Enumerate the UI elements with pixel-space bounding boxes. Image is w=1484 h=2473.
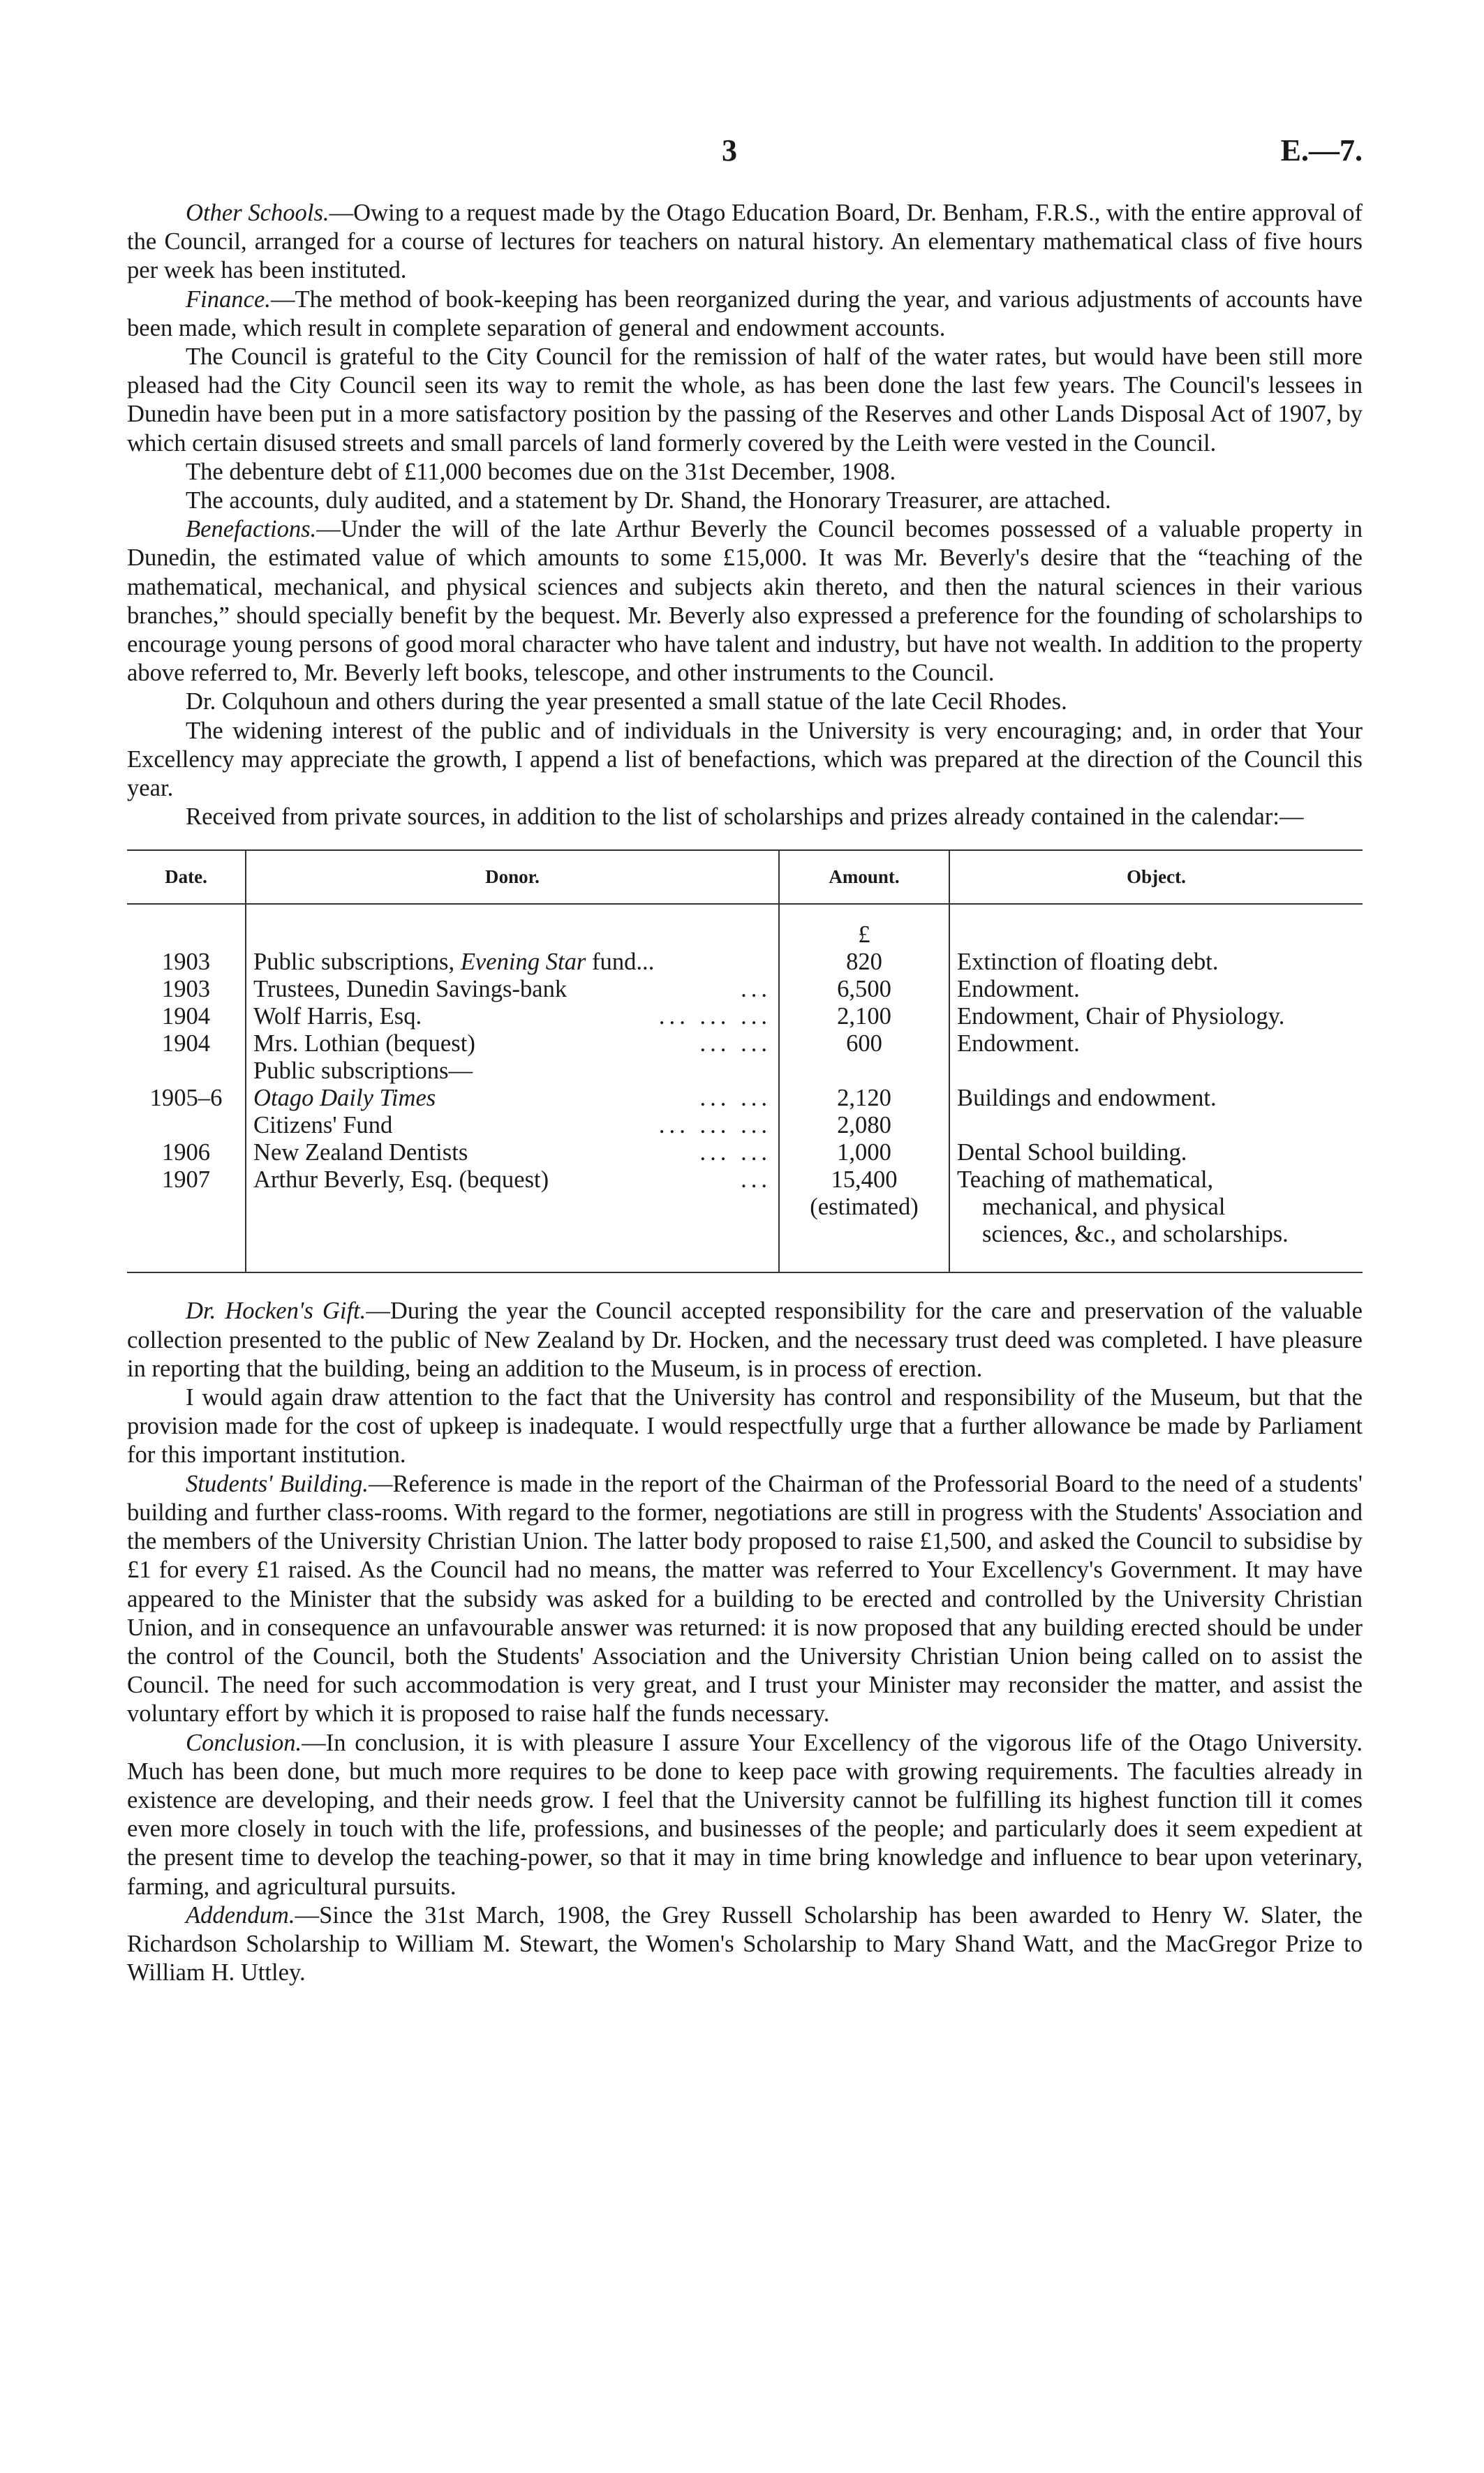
column-header-object: Object. xyxy=(949,850,1363,904)
paragraph-widening: The widening interest of the public and of individuals in the University is very encouraging; and, in order that Your Excellency may appreciate the growth, I append a list of benefactions, which was prepared at the direction of the Council this year. xyxy=(127,717,1363,802)
heading-finance: Finance. xyxy=(186,285,271,313)
paragraph-accounts: The accounts, duly audited, and a statement by Dr. Shand, the Honorary Treasurer, are attached. xyxy=(186,487,1111,514)
page-number: 3 xyxy=(722,133,737,168)
table-row: 1904 ... ... Mrs. Lothian (bequest) 600 Endowment. xyxy=(127,1030,1363,1057)
table-row: Public subscriptions— xyxy=(127,1057,1363,1085)
heading-students-building: Students' Building. xyxy=(186,1470,369,1497)
column-header-date: Date. xyxy=(127,850,246,904)
table-row: 1907 ... Arthur Beverly, Esq. (bequest) 15,400 (estimated) Teaching of mathematical, mechanical, and physical sciences, &c., and scholarships. xyxy=(127,1166,1363,1272)
benefactions-table xyxy=(127,849,1363,1273)
heading-benefactions: Benefactions. xyxy=(186,516,317,543)
table-row xyxy=(127,904,1363,949)
paragraph-finance: Finance.—The method of book-keeping has been reorganized during the year, and various adjustments of accounts have been made, which result in complete separation of general and endowment accounts. xyxy=(127,285,1363,341)
paragraph-debenture: The debenture debt of £11,000 becomes due on the 31st December, 1908. xyxy=(186,458,896,485)
paragraph-hocken: Dr. Hocken's Gift.—During the year the Council accepted responsibility for the care and preservation of the valuable collection presented to the public of New Zealand by Dr. Hocken, and the necessary trust deed was completed. I have pleasure in reporting that the building, being an addition to the Museum, is in process of erection. xyxy=(127,1298,1363,1382)
table-row: 1905–6 ... ... Otago Daily Times 2,120 Buildings and endowment. xyxy=(127,1085,1363,1112)
column-header-amount: Amount. xyxy=(779,850,949,904)
paragraph-colquhoun: Dr. Colquhoun and others during the year presented a small statue of the late Cecil Rhodes. xyxy=(186,688,1067,715)
table-header-row xyxy=(127,850,1363,904)
heading-addendum: Addendum. xyxy=(186,1901,295,1929)
paragraph-received: Received from private sources, in addition to the list of scholarships and prizes already contained in the calendar:— xyxy=(186,803,1304,831)
paragraph-benefactions: Benefactions.—Under the will of the late Arthur Beverly the Council becomes possessed of a valuable property in Dunedin, the estimated value of which amounts to some £15,000. It was Mr. Beverly's desire that the “teaching of the mathematical, mechanical, and physical sciences and subjects akin thereto, and then the natural sciences in their various branches,” should specially benefit by the bequest. Mr. Beverly also expressed a preference for the founding of scholarships to encourage young persons of good moral character who have talent and industry, but have not wealth. In addition to the property above referred to, Mr. Beverly left books, telescope, and other instruments to the Council. xyxy=(127,516,1363,687)
table-row: 1903 ... Trustees, Dunedin Savings-bank 6,500 Endowment. xyxy=(127,976,1363,1003)
table-row: 1906 ... ... New Zealand Dentists 1,000 Dental School building. xyxy=(127,1139,1363,1166)
heading-hocken: Dr. Hocken's Gift. xyxy=(186,1298,366,1325)
document-reference: E.—7. xyxy=(1280,133,1363,168)
heading-conclusion: Conclusion. xyxy=(186,1729,302,1756)
paragraph-conclusion: Conclusion.—In conclusion, it is with pleasure I assure Your Excellency of the vigorous life of the Otago University. Much has been done, but much more requires to be done to keep pace with growing requirements. The faculties already in existence are developing, and their needs grow. I feel that the University cannot be fulfilling its highest function till it comes even more closely in touch with the life, professions, and businesses of the people; and particularly does it seem expedient at the present time to develop the teaching-power, so that it may in time bring knowledge and influence to bear upon veterinary, farming, and agricultural pursuits. xyxy=(127,1729,1363,1900)
table-row: 1904 ... ... ... Wolf Harris, Esq. 2,100 Endowment, Chair of Physiology. xyxy=(127,1003,1363,1030)
paragraph-city-council: The Council is grateful to the City Council for the remission of half of the water rates, but would have been still more pleased had the City Council seen its way to remit the whole, as has been done the last few years. The Council's lessees in Dunedin have been put in a more satisfactory position by the passing of the Reserves and other Lands Disposal Act of 1907, by which certain disused streets and small parcels of land formerly covered by the Leith were vested in the Council. xyxy=(127,343,1363,456)
column-header-donor: Donor. xyxy=(246,850,779,904)
page-header xyxy=(127,133,1363,174)
body-text xyxy=(127,199,1363,1987)
paragraph-students-building: Students' Building.—Reference is made in the report of the Chairman of the Professorial Board to the need of a students' building and further class-rooms. With regard to the former, negotiations are still in progress with the Students' Association and the members of the University Christian Union. The latter body proposed to raise £1,500, and asked the Council to subsidise by £1 for every £1 raised. As the Council had no means, the matter was referred to Your Excellency's Government. It may have appeared to the Minister that the subsidy was asked for a building to be erected and controlled by the University Christian Union, and in consequence an unfavourable answer was returned: it is now proposed that any building erected should be under the control of the Council, both the Students' Association and the University Christian Union being called on to assist the Council. The need for such accommodation is very great, and I trust your Minister may reconsider the matter, and assist the voluntary effort by which it is proposed to raise half the funds necessary. xyxy=(127,1470,1363,1728)
table-row: 1903 Public subscriptions, Evening Star fund... 820 Extinction of floating debt. xyxy=(127,949,1363,976)
table-row: ... ... ... Citizens' Fund 2,080 xyxy=(127,1112,1363,1139)
heading-other-schools: Other Schools. xyxy=(186,200,329,226)
paragraph-addendum: Addendum.—Since the 31st March, 1908, the Grey Russell Scholarship has been awarded to Henry W. Slater, the Richardson Scholarship to William M. Stewart, the Women's Scholarship to Mary Shand Watt, and the MacGregor Prize to William H. Uttley. xyxy=(127,1901,1363,1986)
paragraph-other-schools: Other Schools.—Owing to a request made by the Otago Education Board, Dr. Benham, F.R.S., with the entire approval of the Council, arranged for a course of lectures for teachers on natural history. An elementary mathematical class of five hours per week has been instituted. xyxy=(127,200,1363,284)
paragraph-museum: I would again draw attention to the fact that the University has control and responsibility of the Museum, but that the provision made for the cost of upkeep is inadequate. I would respectfully urge that a further allowance be made by Parliament for this important institution. xyxy=(127,1384,1363,1469)
currency-symbol: £ xyxy=(779,904,949,949)
